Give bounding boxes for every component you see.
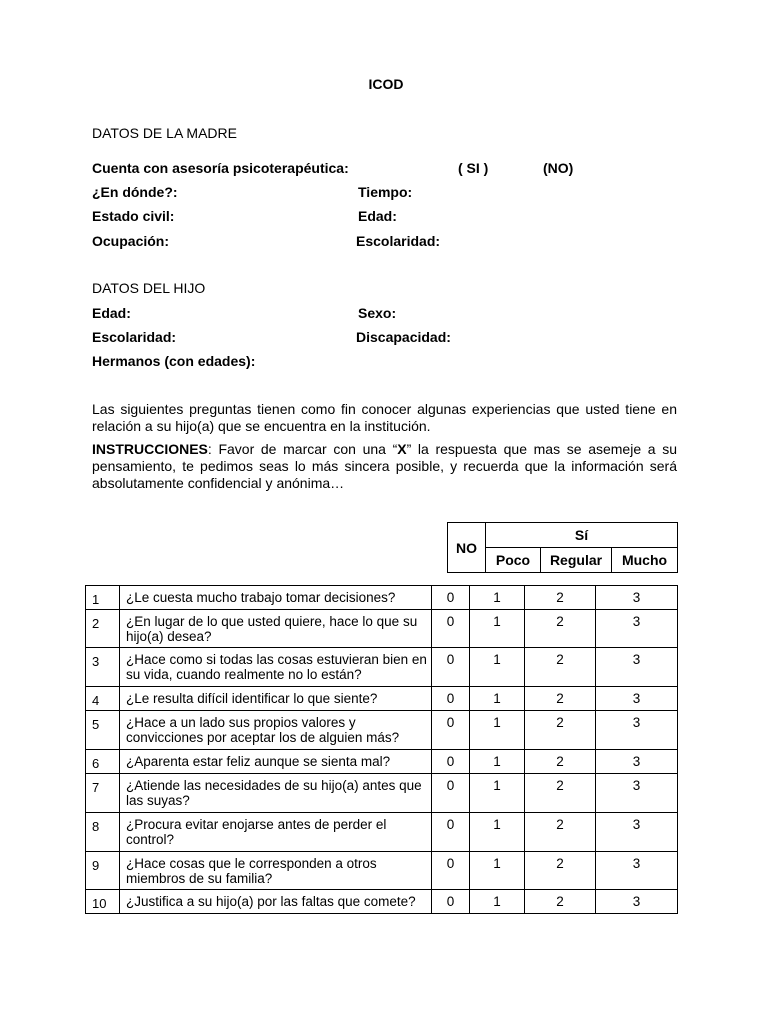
score-mucho-cell[interactable]: 3 [596,687,678,711]
mother-section-heading: DATOS DE LA MADRE [92,125,237,141]
score-no-cell[interactable]: 0 [432,648,470,687]
score-poco-cell[interactable]: 1 [470,586,525,610]
question-number: 3 [86,648,120,687]
score-regular-cell[interactable]: 2 [525,813,596,852]
question-number: 10 [86,890,120,914]
question-number: 5 [86,711,120,750]
score-regular-cell[interactable]: 2 [525,586,596,610]
question-text: ¿Hace a un lado sus propios valores y convicciones por aceptar los de alguien más? [120,711,432,750]
score-no-cell[interactable]: 0 [432,750,470,774]
question-text: ¿Aparenta estar feliz aunque se sienta mal? [120,750,432,774]
child-section-heading: DATOS DEL HIJO [92,280,206,296]
question-text: ¿Atiende las necesidades de su hijo(a) antes que las suyas? [120,774,432,813]
score-poco-cell[interactable]: 1 [470,774,525,813]
question-number: 8 [86,813,120,852]
instructions-label: INSTRUCCIONES [92,441,208,457]
question-number: 2 [86,610,120,648]
intro-paragraph: Las siguientes preguntas tienen como fin conocer algunas experiencias que usted tiene en relación a su hijo(a) que se encuentra en la institución. [92,401,677,434]
score-no-cell[interactable]: 0 [432,890,470,914]
header-regular: Regular [541,548,612,573]
question-text: ¿Le cuesta mucho trabajo tomar decisiones? [120,586,432,610]
table-row [86,774,678,813]
instructions-mark: X [397,441,407,457]
table-row [86,852,678,890]
score-poco-cell[interactable]: 1 [470,750,525,774]
score-poco-cell[interactable]: 1 [470,687,525,711]
score-mucho-cell[interactable]: 3 [596,586,678,610]
document-title: ICOD [368,76,404,92]
score-regular-cell[interactable]: 2 [525,711,596,750]
score-regular-cell[interactable]: 2 [525,852,596,890]
where-label: ¿En dónde?: [92,184,178,200]
score-mucho-cell[interactable]: 3 [596,852,678,890]
instructions-paragraph [92,441,677,492]
question-number: 1 [86,586,120,610]
table-row [86,687,678,711]
table-row [86,586,678,610]
time-label: Tiempo: [358,184,413,200]
child-schooling-label: Escolaridad: [92,329,177,345]
score-no-cell[interactable]: 0 [432,711,470,750]
score-mucho-cell[interactable]: 3 [596,890,678,914]
score-regular-cell[interactable]: 2 [525,890,596,914]
score-no-cell[interactable]: 0 [432,813,470,852]
question-text: ¿En lugar de lo que usted quiere, hace lo que su hijo(a) desea? [120,610,432,648]
score-regular-cell[interactable]: 2 [525,750,596,774]
table-row [86,610,678,648]
score-no-cell[interactable]: 0 [432,586,470,610]
score-no-cell[interactable]: 0 [432,687,470,711]
score-mucho-cell[interactable]: 3 [596,813,678,852]
scale-header-table [447,522,678,573]
question-number: 7 [86,774,120,813]
header-si: Sí [486,523,678,548]
score-poco-cell[interactable]: 1 [470,711,525,750]
table-row [86,648,678,687]
instructions-text-after: ” la respuesta que mas se asemeje a su pensamiento, te pedimos seas lo más sincera posible, y recuerda que la información será absolutamente confidencial y anónima… [92,441,677,491]
mother-age-label: Edad: [358,208,397,224]
occupation-label: Ocupación: [92,233,170,249]
counseling-label: Cuenta con asesoría psicoterapéutica: [92,160,349,176]
question-number: 4 [86,687,120,711]
score-mucho-cell[interactable]: 3 [596,610,678,648]
table-row [86,813,678,852]
instructions-text-before: : Favor de marcar con una “ [207,441,398,457]
mother-schooling-label: Escolaridad: [356,233,441,249]
child-age-label: Edad: [92,305,131,321]
score-regular-cell[interactable]: 2 [525,610,596,648]
table-row [86,711,678,750]
question-text: ¿Procura evitar enojarse antes de perder el control? [120,813,432,852]
score-mucho-cell[interactable]: 3 [596,750,678,774]
score-poco-cell[interactable]: 1 [470,610,525,648]
score-poco-cell[interactable]: 1 [470,852,525,890]
child-disability-label: Discapacidad: [356,329,451,345]
question-number: 9 [86,852,120,890]
score-regular-cell[interactable]: 2 [525,687,596,711]
child-sex-label: Sexo: [358,305,397,321]
question-text: ¿Hace como si todas las cosas estuvieran bien en su vida, cuando realmente no lo están? [120,648,432,687]
siblings-label: Hermanos (con edades): [92,353,256,369]
score-regular-cell[interactable]: 2 [525,648,596,687]
questions-table [85,585,678,914]
header-no: NO [448,523,486,573]
question-number: 6 [86,750,120,774]
score-no-cell[interactable]: 0 [432,774,470,813]
question-text: ¿Le resulta difícil identificar lo que siente? [120,687,432,711]
table-row [86,890,678,914]
score-poco-cell[interactable]: 1 [470,648,525,687]
score-mucho-cell[interactable]: 3 [596,648,678,687]
option-no[interactable]: (NO) [543,160,574,176]
score-no-cell[interactable]: 0 [432,610,470,648]
civil-status-label: Estado civil: [92,208,175,224]
question-text: ¿Hace cosas que le corresponden a otros miembros de su familia? [120,852,432,890]
header-poco: Poco [486,548,541,573]
option-si[interactable]: ( SI ) [458,160,489,176]
score-mucho-cell[interactable]: 3 [596,711,678,750]
score-poco-cell[interactable]: 1 [470,813,525,852]
score-mucho-cell[interactable]: 3 [596,774,678,813]
table-row [86,750,678,774]
question-text: ¿Justifica a su hijo(a) por las faltas que comete? [120,890,432,914]
score-poco-cell[interactable]: 1 [470,890,525,914]
score-regular-cell[interactable]: 2 [525,774,596,813]
header-mucho: Mucho [612,548,678,573]
score-no-cell[interactable]: 0 [432,852,470,890]
